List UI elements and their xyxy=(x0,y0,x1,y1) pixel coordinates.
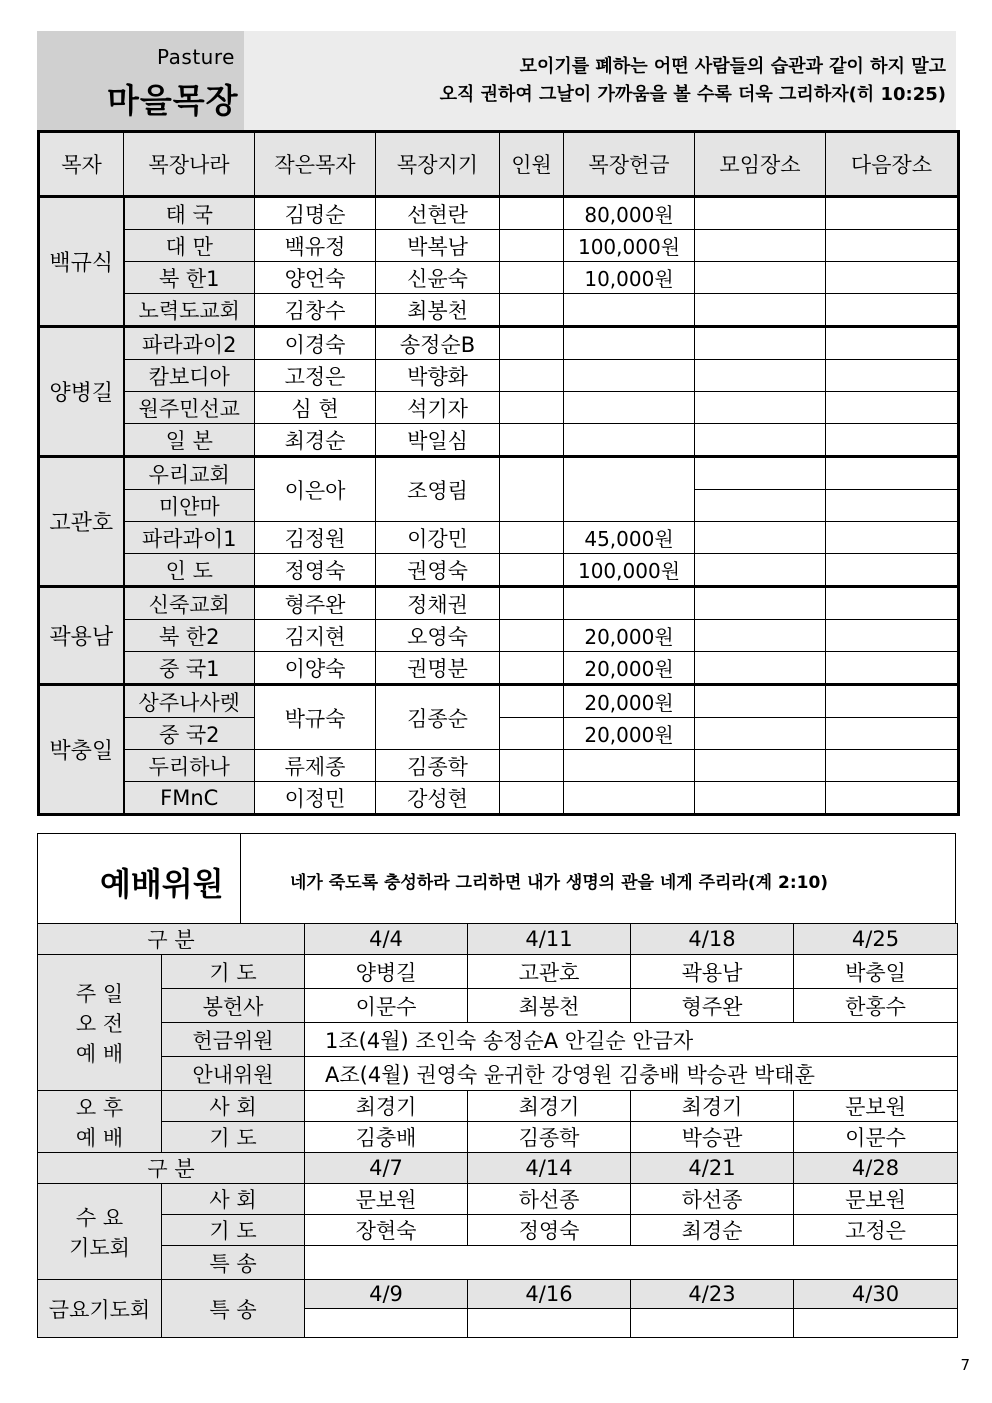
offering-cell: 20,000원 xyxy=(564,685,695,718)
category-label: 구 분 xyxy=(38,924,305,955)
name-cell xyxy=(305,1309,468,1338)
pasture-table-header xyxy=(39,132,959,197)
offering-cell xyxy=(564,327,695,360)
worship-table xyxy=(37,923,958,1338)
place-cell xyxy=(695,652,826,685)
role-label: 사 회 xyxy=(162,1184,305,1215)
label-line: 오 후 xyxy=(75,1095,124,1120)
name-cell: 고관호 xyxy=(468,955,631,989)
name-cell: 박충일 xyxy=(794,955,958,989)
pasture-label-box xyxy=(37,31,244,130)
table-row xyxy=(39,230,959,262)
date-cell: 4/30 xyxy=(794,1280,958,1309)
label-line: 주 일 xyxy=(75,981,124,1006)
col-count: 인원 xyxy=(500,132,564,197)
date-cell: 4/7 xyxy=(305,1153,468,1184)
sunday-pm-label xyxy=(38,1091,162,1153)
table-row xyxy=(38,1184,958,1215)
place-cell xyxy=(695,327,826,360)
name-cell: 박승관 xyxy=(631,1122,794,1153)
date-cell: 4/4 xyxy=(305,924,468,955)
next-place-cell xyxy=(826,392,959,424)
count-cell xyxy=(500,197,564,230)
verse-line-1: 모이기를 폐하는 어떤 사람들의 습관과 같이 하지 말고 xyxy=(519,56,946,77)
page-number: 7 xyxy=(960,1356,970,1374)
small-pastor-cell: 정영숙 xyxy=(255,554,376,587)
role-label: 사 회 xyxy=(162,1091,305,1122)
place-cell xyxy=(695,620,826,652)
small-pastor-cell: 형주완 xyxy=(255,587,376,620)
table-row xyxy=(39,652,959,685)
table-row xyxy=(38,1122,958,1153)
place-cell xyxy=(695,685,826,718)
nation-cell: 우리교회 xyxy=(124,457,255,490)
worship-verse: 네가 죽도록 충성하라 그리하면 내가 생명의 관을 네게 주리라(계 2:10) xyxy=(290,873,829,893)
offering-cell xyxy=(564,424,695,457)
name-cell: 최봉천 xyxy=(468,989,631,1023)
nation-cell: 파라과이1 xyxy=(124,522,255,554)
count-cell xyxy=(500,392,564,424)
date-cell: 4/25 xyxy=(794,924,958,955)
offering-cell xyxy=(564,457,695,522)
place-cell xyxy=(695,424,826,457)
name-cell: 정영숙 xyxy=(468,1215,631,1246)
name-cell: 김충배 xyxy=(305,1122,468,1153)
pasture-table xyxy=(37,130,960,816)
place-cell xyxy=(695,587,826,620)
table-row xyxy=(39,782,959,815)
keeper-cell: 강성현 xyxy=(376,782,500,815)
place-cell xyxy=(695,718,826,750)
col-pastor: 목자 xyxy=(39,132,124,197)
col-keeper: 목장지기 xyxy=(376,132,500,197)
small-pastor-cell: 이정민 xyxy=(255,782,376,815)
table-row xyxy=(38,989,958,1023)
role-label: 기 도 xyxy=(162,1122,305,1153)
small-pastor-cell: 백유정 xyxy=(255,230,376,262)
count-cell xyxy=(500,685,564,718)
name-cell xyxy=(794,1309,958,1338)
nation-cell: 캄보디아 xyxy=(124,360,255,392)
keeper-cell: 정채권 xyxy=(376,587,500,620)
table-row xyxy=(39,750,959,782)
name-cell: 최경기 xyxy=(631,1091,794,1122)
offering-cell: 20,000원 xyxy=(564,718,695,750)
sunday-date-header xyxy=(38,924,958,955)
count-cell xyxy=(500,718,564,750)
small-pastor-cell: 김창수 xyxy=(255,294,376,327)
col-offering: 목장헌금 xyxy=(564,132,695,197)
small-pastor-cell: 최경순 xyxy=(255,424,376,457)
offering-cell: 20,000원 xyxy=(564,652,695,685)
nation-cell: 태 국 xyxy=(124,197,255,230)
count-cell xyxy=(500,230,564,262)
keeper-cell: 석기자 xyxy=(376,392,500,424)
col-small-pastor: 작은목자 xyxy=(255,132,376,197)
date-cell: 4/23 xyxy=(631,1280,794,1309)
label-line: 수 요 xyxy=(75,1205,124,1230)
col-nation: 목장나라 xyxy=(124,132,255,197)
offering-cell: 45,000원 xyxy=(564,522,695,554)
name-cell: 고정은 xyxy=(794,1215,958,1246)
date-cell: 4/9 xyxy=(305,1280,468,1309)
nation-cell: 두리하나 xyxy=(124,750,255,782)
count-cell xyxy=(500,620,564,652)
count-cell xyxy=(500,262,564,294)
pasture-subtitle: Pasture xyxy=(157,45,235,69)
pasture-header xyxy=(37,31,956,130)
table-row xyxy=(38,1091,958,1122)
keeper-cell: 김종학 xyxy=(376,750,500,782)
nation-cell: 파라과이2 xyxy=(124,327,255,360)
next-place-cell xyxy=(826,294,959,327)
offering-cell xyxy=(564,782,695,815)
name-cell: 이문수 xyxy=(794,1122,958,1153)
small-pastor-cell: 김지현 xyxy=(255,620,376,652)
role-label: 봉헌사 xyxy=(162,989,305,1023)
table-row xyxy=(39,262,959,294)
table-row xyxy=(39,360,959,392)
count-cell xyxy=(500,782,564,815)
date-cell: 4/21 xyxy=(631,1153,794,1184)
offering-cell: 10,000원 xyxy=(564,262,695,294)
next-place-cell xyxy=(826,197,959,230)
offering-cell: 100,000원 xyxy=(564,554,695,587)
nation-cell: 북 한2 xyxy=(124,620,255,652)
offering-cell xyxy=(564,294,695,327)
col-next-place: 다음장소 xyxy=(826,132,959,197)
table-row xyxy=(39,392,959,424)
ushers-cell: A조(4월) 권영숙 윤귀한 강영원 김충배 박승관 박태훈 xyxy=(305,1057,958,1091)
offering-cell xyxy=(564,360,695,392)
nation-cell: 중 국1 xyxy=(124,652,255,685)
table-row xyxy=(39,294,959,327)
keeper-cell: 박일심 xyxy=(376,424,500,457)
place-cell xyxy=(695,522,826,554)
table-row xyxy=(38,1280,958,1309)
wednesday-label xyxy=(38,1184,162,1280)
label-line: 예 배 xyxy=(75,1125,124,1150)
table-row xyxy=(38,955,958,989)
next-place-cell xyxy=(826,718,959,750)
role-label: 특 송 xyxy=(162,1246,305,1280)
small-pastor-cell: 김정원 xyxy=(255,522,376,554)
name-cell: 한홍수 xyxy=(794,989,958,1023)
table-row xyxy=(39,197,959,230)
place-cell xyxy=(695,360,826,392)
next-place-cell xyxy=(826,685,959,718)
small-pastor-cell: 김명순 xyxy=(255,197,376,230)
pastor-cell: 백규식 xyxy=(39,197,124,327)
small-pastor-cell: 이양숙 xyxy=(255,652,376,685)
name-cell: 하선종 xyxy=(631,1184,794,1215)
offering-cell xyxy=(564,750,695,782)
count-cell xyxy=(500,587,564,620)
small-pastor-cell: 양언숙 xyxy=(255,262,376,294)
col-place: 모임장소 xyxy=(695,132,826,197)
place-cell xyxy=(695,230,826,262)
keeper-cell: 권영숙 xyxy=(376,554,500,587)
offering-cell xyxy=(564,587,695,620)
keeper-cell: 신윤숙 xyxy=(376,262,500,294)
table-row xyxy=(39,457,959,490)
place-cell xyxy=(695,490,826,522)
offering-cell: 100,000원 xyxy=(564,230,695,262)
name-cell: 최경기 xyxy=(305,1091,468,1122)
table-row xyxy=(38,1215,958,1246)
table-row xyxy=(39,620,959,652)
count-cell xyxy=(500,294,564,327)
category-label: 구 분 xyxy=(38,1153,305,1184)
small-pastor-cell: 이경숙 xyxy=(255,327,376,360)
name-cell xyxy=(631,1309,794,1338)
name-cell: 최경순 xyxy=(631,1215,794,1246)
special-song-cell xyxy=(305,1246,958,1280)
place-cell xyxy=(695,294,826,327)
header-verse xyxy=(440,53,946,109)
place-cell xyxy=(695,262,826,294)
table-row xyxy=(39,685,959,718)
place-cell xyxy=(695,197,826,230)
name-cell: 문보원 xyxy=(794,1184,958,1215)
small-pastor-cell: 이은아 xyxy=(255,457,376,522)
table-row xyxy=(38,1023,958,1057)
name-cell: 곽용남 xyxy=(631,955,794,989)
verse-line-2: 오직 권하여 그날이 가까움을 볼 수록 더욱 그리하자(히 10:25) xyxy=(439,84,946,105)
next-place-cell xyxy=(826,782,959,815)
offering-team-cell: 1조(4월) 조인숙 송정순A 안길순 안금자 xyxy=(305,1023,958,1057)
nation-cell: 대 만 xyxy=(124,230,255,262)
small-pastor-cell: 심 현 xyxy=(255,392,376,424)
next-place-cell xyxy=(826,327,959,360)
pastor-cell: 박충일 xyxy=(39,685,124,815)
count-cell xyxy=(500,522,564,554)
label-line: 기도회 xyxy=(69,1235,130,1260)
role-label: 안내위원 xyxy=(162,1057,305,1091)
table-row xyxy=(38,1246,958,1280)
friday-label: 금요기도회 xyxy=(38,1280,162,1338)
nation-cell: 중 국2 xyxy=(124,718,255,750)
next-place-cell xyxy=(826,652,959,685)
table-row xyxy=(39,554,959,587)
pastor-cell: 양병길 xyxy=(39,327,124,457)
next-place-cell xyxy=(826,230,959,262)
nation-cell: 인 도 xyxy=(124,554,255,587)
next-place-cell xyxy=(826,262,959,294)
nation-cell: 원주민선교 xyxy=(124,392,255,424)
table-row xyxy=(39,327,959,360)
name-cell: 문보원 xyxy=(794,1091,958,1122)
label-line: 예 배 xyxy=(75,1041,124,1066)
date-cell: 4/14 xyxy=(468,1153,631,1184)
table-row xyxy=(39,424,959,457)
offering-cell: 80,000원 xyxy=(564,197,695,230)
keeper-cell: 권명분 xyxy=(376,652,500,685)
small-pastor-cell: 고정은 xyxy=(255,360,376,392)
count-cell xyxy=(500,457,564,522)
place-cell xyxy=(695,392,826,424)
role-label: 기 도 xyxy=(162,1215,305,1246)
keeper-cell: 선현란 xyxy=(376,197,500,230)
table-row xyxy=(38,1057,958,1091)
small-pastor-cell: 류제종 xyxy=(255,750,376,782)
nation-cell: 일 본 xyxy=(124,424,255,457)
small-pastor-cell: 박규숙 xyxy=(255,685,376,750)
role-label: 기 도 xyxy=(162,955,305,989)
name-cell xyxy=(468,1309,631,1338)
table-row xyxy=(39,522,959,554)
name-cell: 이문수 xyxy=(305,989,468,1023)
nation-cell: 북 한1 xyxy=(124,262,255,294)
name-cell: 형주완 xyxy=(631,989,794,1023)
date-cell: 4/16 xyxy=(468,1280,631,1309)
count-cell xyxy=(500,424,564,457)
name-cell: 양병길 xyxy=(305,955,468,989)
count-cell xyxy=(500,652,564,685)
name-cell: 김종학 xyxy=(468,1122,631,1153)
date-cell: 4/11 xyxy=(468,924,631,955)
count-cell xyxy=(500,554,564,587)
name-cell: 최경기 xyxy=(468,1091,631,1122)
next-place-cell xyxy=(826,554,959,587)
next-place-cell xyxy=(826,522,959,554)
date-cell: 4/28 xyxy=(794,1153,958,1184)
next-place-cell xyxy=(826,457,959,490)
count-cell xyxy=(500,327,564,360)
name-cell: 문보원 xyxy=(305,1184,468,1215)
next-place-cell xyxy=(826,490,959,522)
keeper-cell: 최봉천 xyxy=(376,294,500,327)
offering-cell: 20,000원 xyxy=(564,620,695,652)
next-place-cell xyxy=(826,587,959,620)
keeper-cell: 박복남 xyxy=(376,230,500,262)
next-place-cell xyxy=(826,620,959,652)
nation-cell: FMnC xyxy=(124,782,255,815)
date-cell: 4/18 xyxy=(631,924,794,955)
name-cell: 장현숙 xyxy=(305,1215,468,1246)
pastor-cell: 고관호 xyxy=(39,457,124,587)
place-cell xyxy=(695,782,826,815)
keeper-cell: 김종순 xyxy=(376,685,500,750)
keeper-cell: 이강민 xyxy=(376,522,500,554)
table-row xyxy=(39,587,959,620)
keeper-cell: 오영숙 xyxy=(376,620,500,652)
worship-title: 예배위원 xyxy=(100,865,224,903)
keeper-cell: 박향화 xyxy=(376,360,500,392)
pasture-title: 마을목장 xyxy=(107,81,239,120)
count-cell xyxy=(500,750,564,782)
label-line: 오 전 xyxy=(75,1011,124,1036)
offering-cell xyxy=(564,392,695,424)
next-place-cell xyxy=(826,360,959,392)
role-label: 특 송 xyxy=(162,1280,305,1338)
next-place-cell xyxy=(826,750,959,782)
role-label: 헌금위원 xyxy=(162,1023,305,1057)
worship-title-box xyxy=(38,834,241,923)
keeper-cell: 조영림 xyxy=(376,457,500,522)
count-cell xyxy=(500,360,564,392)
sunday-am-label xyxy=(38,955,162,1091)
pastor-cell: 곽용남 xyxy=(39,587,124,685)
place-cell xyxy=(695,750,826,782)
keeper-cell: 송정순B xyxy=(376,327,500,360)
nation-cell: 신죽교회 xyxy=(124,587,255,620)
nation-cell: 미얀마 xyxy=(124,490,255,522)
wednesday-date-header xyxy=(38,1153,958,1184)
worship-header xyxy=(37,833,956,923)
name-cell: 하선종 xyxy=(468,1184,631,1215)
nation-cell: 상주나사렛 xyxy=(124,685,255,718)
nation-cell: 노력도교회 xyxy=(124,294,255,327)
place-cell xyxy=(695,457,826,490)
next-place-cell xyxy=(826,424,959,457)
place-cell xyxy=(695,554,826,587)
